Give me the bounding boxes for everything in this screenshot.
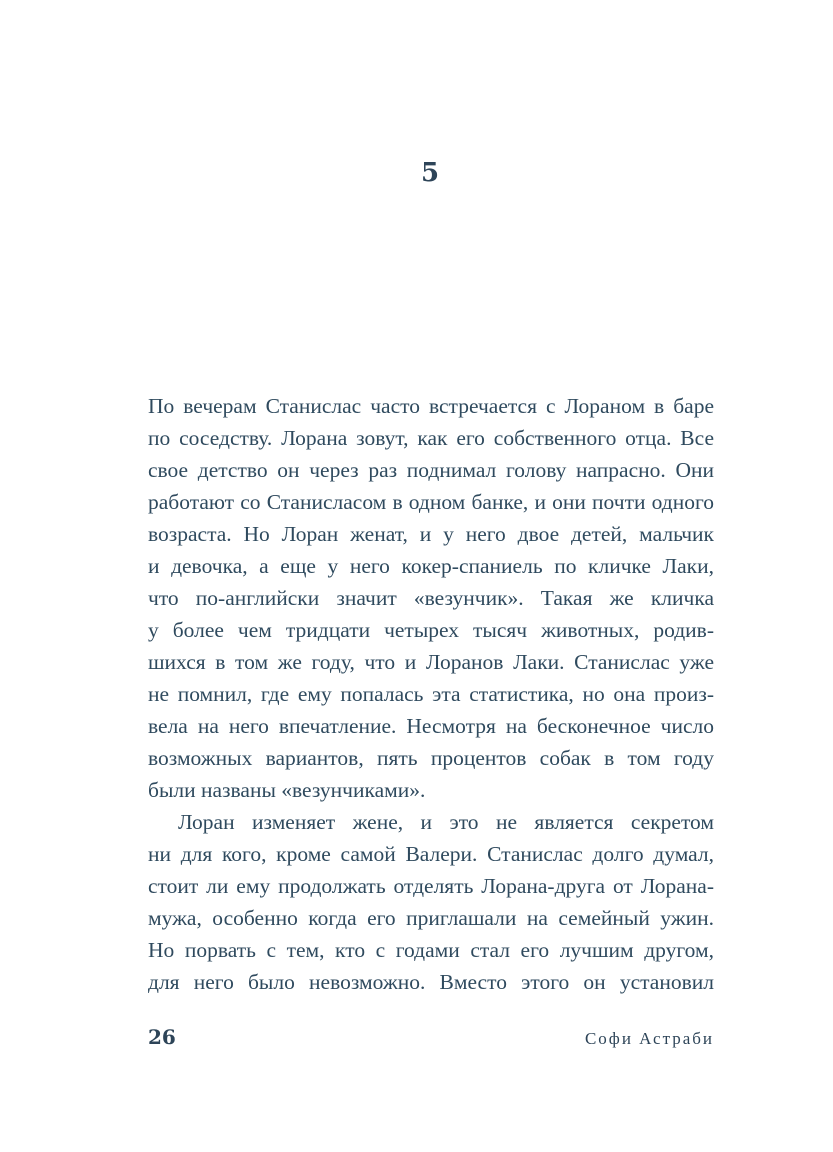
text-line: не помнил, где ему попалась эта статистика, но она произ-: [148, 682, 714, 706]
text-line: у более чем тридцати четырех тысяч животных, родив-: [148, 618, 714, 642]
paragraph-2: [148, 806, 714, 998]
paragraph-1: [148, 390, 714, 806]
page-footer: [148, 1025, 714, 1055]
text-line: По вечерам Станислас часто встречается с Лораном в баре: [148, 394, 714, 418]
chapter-number: 5: [420, 158, 440, 188]
text-line: для него было невозможно. Вместо этого он установил: [148, 970, 714, 994]
text-line: мужа, особенно когда его приглашали на семейный ужин.: [148, 906, 714, 930]
body-text: [148, 390, 714, 998]
text-line: шихся в том же году, что и Лоранов Лаки. Станислас уже: [148, 650, 714, 674]
text-line: ни для кого, кроме самой Валери. Станислас долго думал,: [148, 842, 714, 866]
text-line: Но порвать с тем, кто с годами стал его лучшим другом,: [148, 938, 714, 962]
text-line: что по-английски значит «везунчик». Такая же кличка: [148, 586, 714, 610]
text-line: по соседству. Лорана зовут, как его собственного отца. Все: [148, 426, 714, 450]
text-line: работают со Станисласом в одном банке, и они почти одного: [148, 490, 714, 514]
text-line: возраста. Но Лоран женат, и у него двое детей, мальчик: [148, 522, 714, 546]
page-number: 26: [148, 1025, 176, 1049]
text-line: вела на него впечатление. Несмотря на бесконечное число: [148, 714, 714, 738]
text-line: свое детство он через раз поднимал голову напрасно. Они: [148, 458, 714, 482]
text-line: и девочка, а еще у него кокер-спаниель по кличке Лаки,: [148, 554, 714, 578]
text-line: стоит ли ему продолжать отделять Лорана-друга от Лорана-: [148, 874, 714, 898]
text-line: были названы «везунчиками».: [148, 778, 426, 802]
text-line: возможных вариантов, пять процентов собак в том году: [148, 746, 714, 770]
text-line: Лоран изменяет жене, и это не является секретом: [178, 810, 714, 834]
running-head-author: Софи Астраби: [584, 1029, 714, 1048]
